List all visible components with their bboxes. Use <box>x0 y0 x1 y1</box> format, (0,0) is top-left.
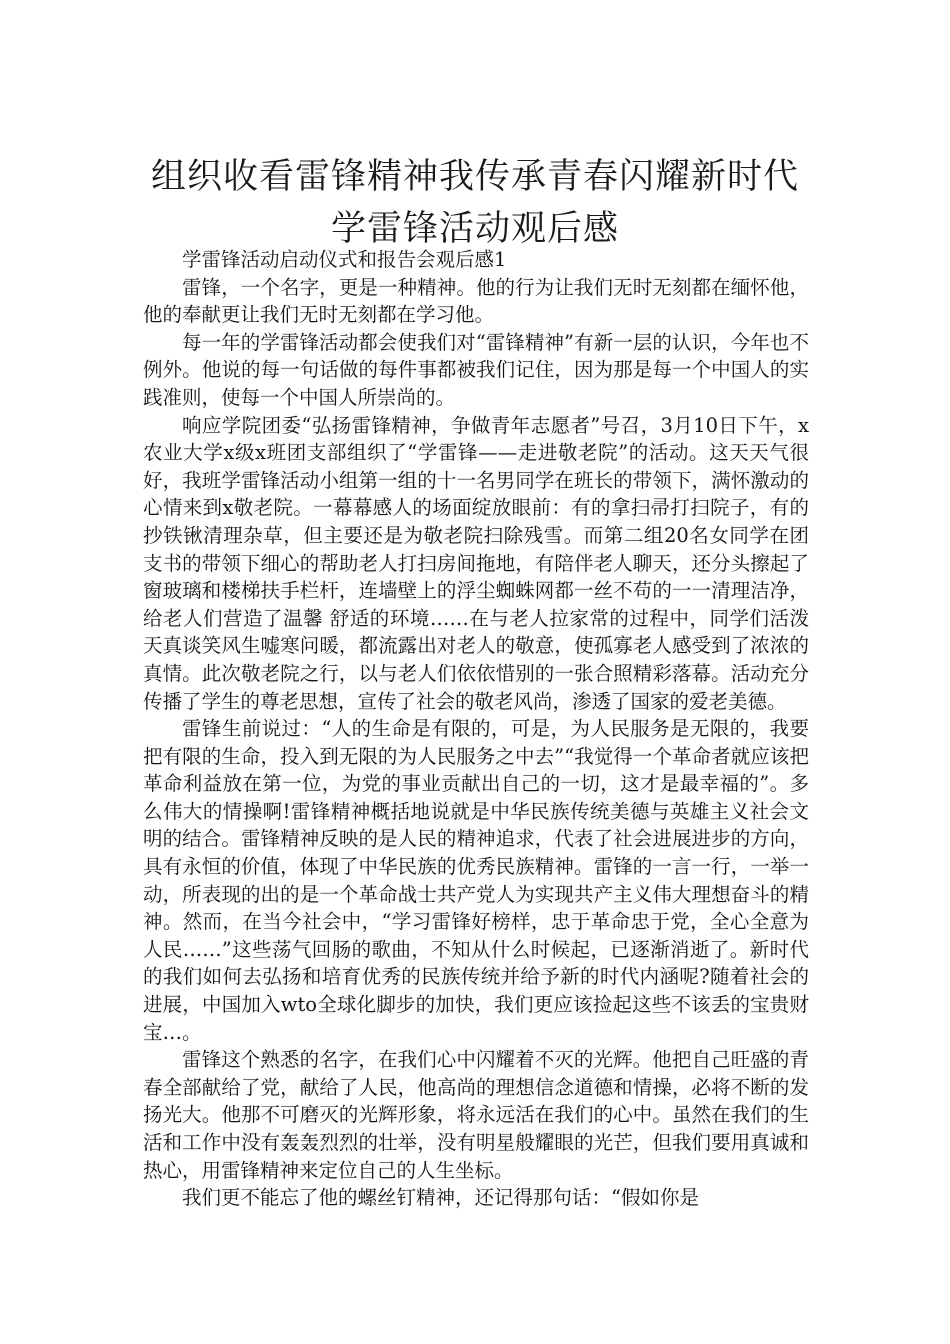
body-paragraph: 雷锋生前说过：“人的生命是有限的，可是，为人民服务是无限的，我要把有限的生命，投入到无限的为人民服务之中去”“我觉得一个革命者就应该把革命利益放在第一位，为党的事业贡献出自己的一切，这才是最幸福的”。多么伟大的情操啊!雷锋精神概括地说就是中华民族传统美德与英雄主义社会文明的结合。雷锋精神反映的是人民的精神追求，代表了社会进展进步的方向，具有永恒的价值，体现了中华民族的优秀民族精神。雷锋的一言一行，一举一动，所表现的出的是一个革命战士共产党人为实现共产主义伟大理想奋斗的精神。然而，在当今社会中，“学习雷锋好榜样，忠于革命忠于党，全心全意为人民……”这些荡气回肠的歌曲，不知从什么时候起，已逐渐消逝了。新时代的我们如何去弘扬和培育优秀的民族传统并给予新的时代内涵呢?随着社会的进展，中国加入wto全球化脚步的加快，我们更应该捡起这些不该丢的宝贵财宝…。 <box>143 717 809 1044</box>
title-line-1: 组织收看雷锋精神我传承青春闪耀新时代 <box>150 157 799 198</box>
body-paragraph: 雷锋，一个名字，更是一种精神。他的行为让我们无时无刻都在缅怀他，他的奉献更让我们无时无刻都在学习他。 <box>143 275 809 327</box>
document-body <box>143 246 809 1212</box>
body-paragraph: 响应学院团委“弘扬雷锋精神，争做青年志愿者”号召，3月10日下午，x农业大学x级x班团支部组织了“学雷锋——走进敬老院”的活动。这天天气很好，我班学雷锋活动小组第一组的十一名男同学在班长的带领下，满怀激动的心情来到x敬老院。一幕幕感人的场面绽放眼前：有的拿扫帚打扫院子，有的抄铁锹清理杂草，但主要还是为敬老院扫除残雪。而第二组20名女同学在团支书的带领下细心的帮助老人打扫房间拖地，有陪伴老人聊天，还分头擦起了窗玻璃和楼梯扶手栏杆，连墙壁上的浮尘蜘蛛网都一丝不苟的一一清理洁净，给老人们营造了温馨 舒适的环境……在与老人拉家常的过程中，同学们活泼天真谈笑风生嘘寒问暖，都流露出对老人的敬意，使孤寡老人感受到了浓浓的真情。此次敬老院之行，以与老人们依依惜别的一张合照精彩落幕。活动充分传播了学生的尊老思想，宣传了社会的敬老风尚，渗透了国家的爱老美德。 <box>143 413 809 713</box>
body-paragraph: 每一年的学雷锋活动都会使我们对“雷锋精神”有新一层的认识，今年也不例外。他说的每一句话做的每件事都被我们记住，因为那是每一个中国人的实践准则，使每一个中国人所崇尚的。 <box>143 330 809 409</box>
subheading-paragraph: 学雷锋活动启动仪式和报告会观后感1 <box>182 248 507 271</box>
body-paragraph: 我们更不能忘了他的螺丝钉精神，还记得那句话：“假如你是 <box>182 1186 699 1210</box>
document-title <box>120 151 830 255</box>
title-line-2: 学雷锋活动观后感 <box>330 209 619 250</box>
body-paragraph: 雷锋这个熟悉的名字，在我们心中闪耀着不灭的光辉。他把自己旺盛的青春全部献给了党，献给了人民，他高尚的理想信念道德和情操，必将不断的发扬光大。他那不可磨灭的光辉形象，将永远活在我们的心中。虽然在我们的生活和工作中没有轰轰烈烈的壮举，没有明星般耀眼的光芒，但我们要用真诚和热心，用雷锋精神来定位自己的人生坐标。 <box>143 1048 809 1182</box>
